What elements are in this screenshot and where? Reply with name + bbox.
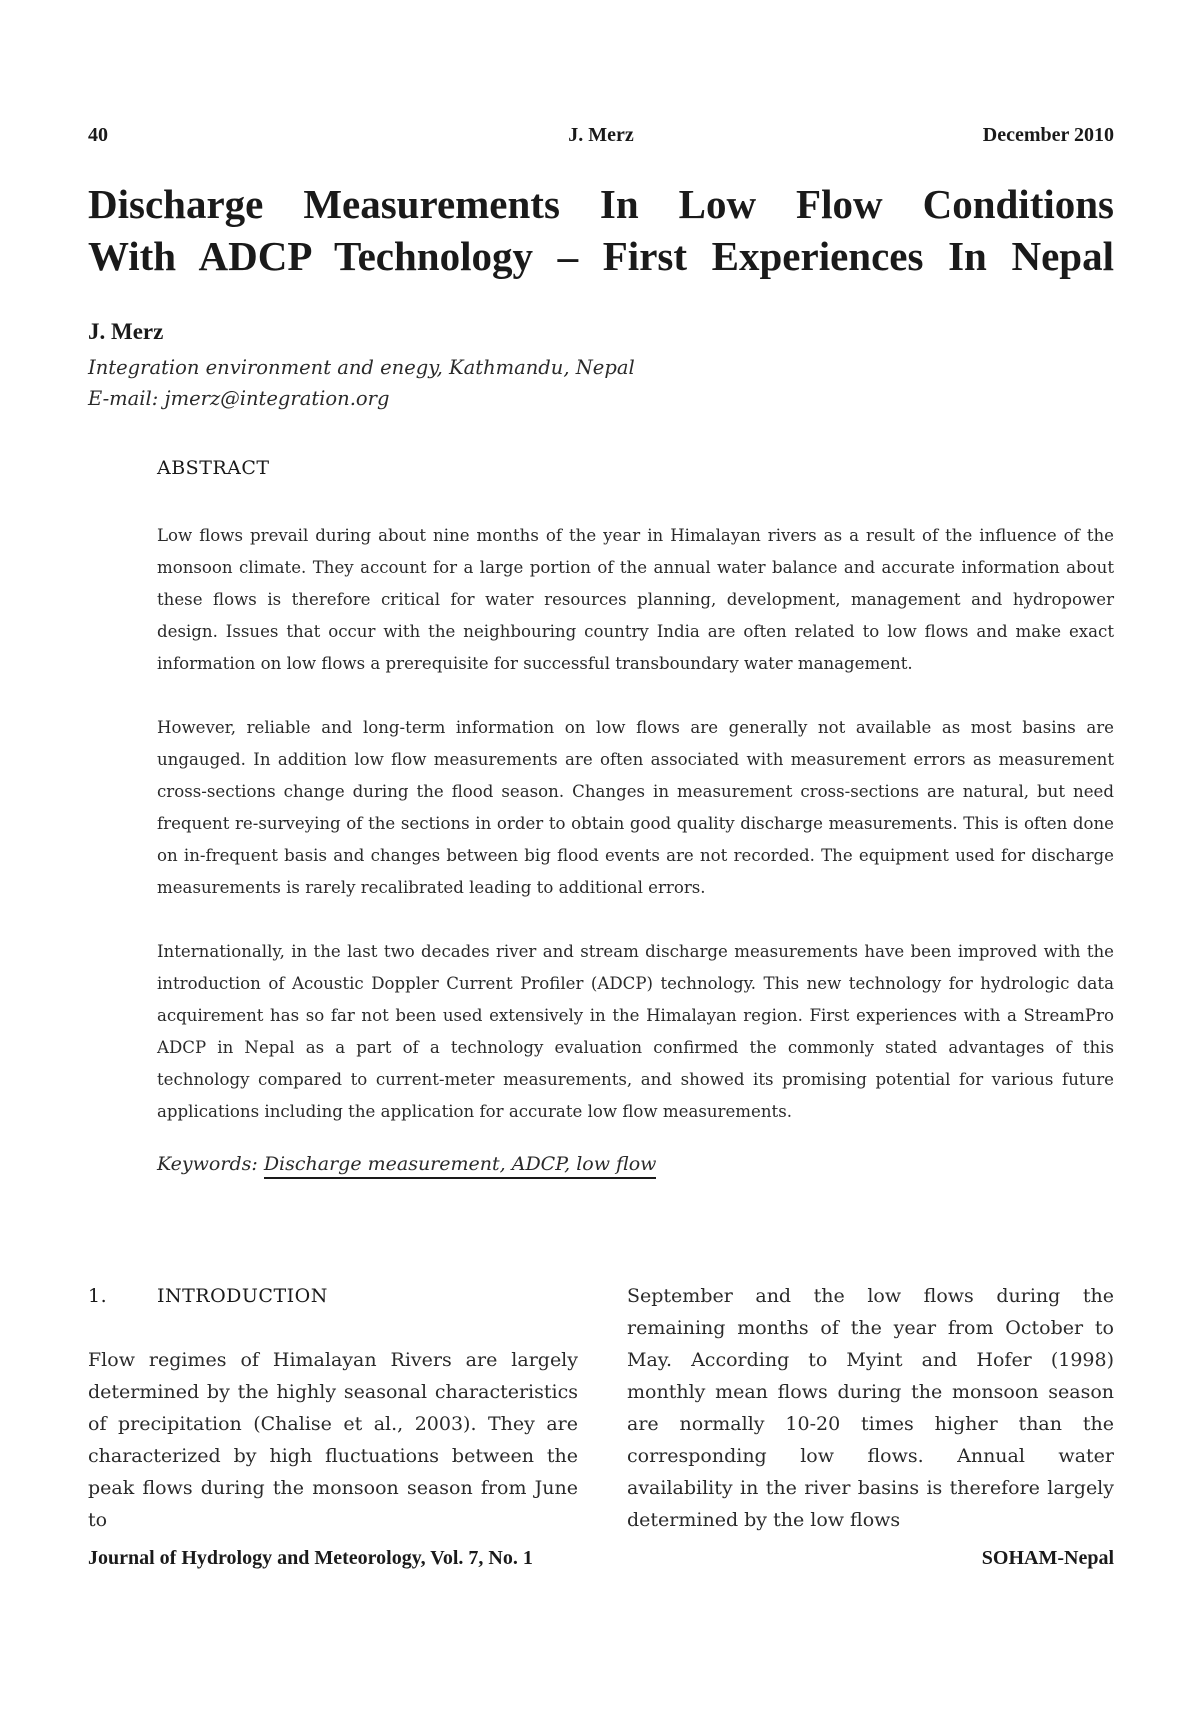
page-number: 40 [88,124,108,146]
right-column [627,1280,1114,1536]
section-title: INTRODUCTION [157,1285,328,1307]
abstract-paragraph-3: Internationally, in the last two decades river and stream discharge measurements have been improved with the introduction of Acoustic Doppler Current Profiler (ADCP) technology. This new technology for hydrologic data acquirement has so far not been used extensively in the Himalayan region. First experiences with a StreamPro ADCP in Nepal as a part of a technology evaluation confirmed the commonly stated advantages of this technology compared to current-meter measurements, and showed its promising potential for various future applications including the application for accurate low flow measurements. [157,942,1114,1121]
title-line-2: With ADCP Technology – First Experiences In Nepal [88,233,1114,279]
section-number: 1. [88,1285,108,1307]
footer-publisher: SOHAM-Nepal [981,1547,1114,1569]
section-heading-introduction [88,1280,578,1312]
article-title [88,178,1114,282]
abstract-paragraph-1: Low flows prevail during about nine months of the year in Himalayan rivers as a result of the influence of the monsoon climate. They account for a large portion of the annual water balance and accurate information about these flows is therefore critical for water resources planning, development, management and hydropower design. Issues that occur with the neighbouring country India are often related to low flows and make exact information on low flows a prerequisite for successful transboundary water management. [157,526,1114,673]
header-date: December 2010 [982,124,1114,146]
footer-journal: Journal of Hydrology and Meteorology, Vol. 7, No. 1 [88,1547,533,1569]
author-affiliation: Integration environment and enegy, Kathmandu, Nepal [88,356,635,379]
left-column [88,1280,578,1536]
keywords-label: Keywords: [157,1153,258,1175]
running-header [88,124,1114,150]
abstract-heading: ABSTRACT [157,457,270,479]
author-affiliation-block [88,352,635,414]
author-email: E-mail: jmerz@integration.org [88,387,390,410]
running-footer [88,1547,1114,1575]
keywords-values: Discharge measurement, ADCP, low flow [264,1153,657,1179]
header-author: J. Merz [568,124,634,146]
introduction-text-left: Flow regimes of Himalayan Rivers are largely determined by the highly seasonal characteristics of precipitation (Chalise et al., 2003). They are characterized by high fluctuations between the peak flows during the monsoon season from June to [88,1349,578,1531]
title-line-1: Discharge Measurements In Low Flow Conditions [88,181,1114,227]
introduction-text-right: September and the low flows during the remaining months of the year from October to May. According to Myint and Hofer (1998) monthly mean flows during the monsoon season are normally 10-20 times higher than the corresponding low flows. Annual water availability in the river basins is therefore largely determined by the low flows [627,1285,1114,1531]
abstract-paragraph-2: However, reliable and long-term information on low flows are generally not available as most basins are ungauged. In addition low flow measurements are often associated with measurement errors as measurement cross-sections change during the flood season. Changes in measurement cross-sections are natural, but need frequent re-surveying of the sections in order to obtain good quality discharge measurements. This is often done on in-frequent basis and changes between big flood events are not recorded. The equipment used for discharge measurements is rarely recalibrated leading to additional errors. [157,718,1114,897]
author-name: J. Merz [88,319,164,344]
abstract-body [157,520,1114,1160]
keywords [157,1153,656,1175]
